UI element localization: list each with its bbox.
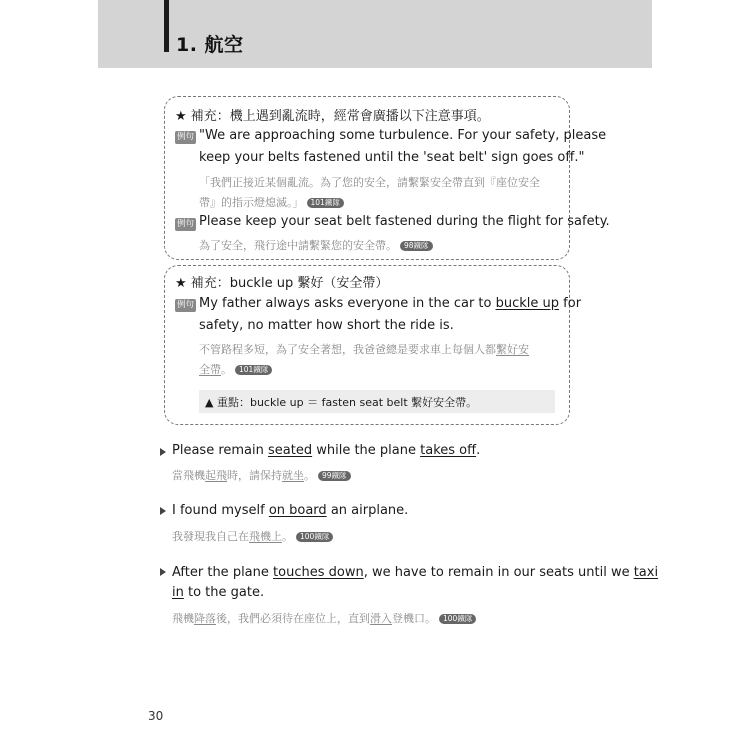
example-translation-line: 全帶。 101鐵隊 xyxy=(199,361,272,377)
vocab-sentence: I found myself on board an airplane. xyxy=(172,503,409,518)
underlined-phrase: touches down xyxy=(273,565,364,580)
vocab-translation: 飛機降落後，我們必須待在座位上，直到滑入登機口。 100鐵隊 xyxy=(172,610,476,626)
example-sentence-line: safety, no matter how short the ride is. xyxy=(199,318,454,333)
vocab-translation: 當飛機起飛時，請保持就坐。 99鐵隊 xyxy=(172,467,351,483)
bullet-arrow-icon xyxy=(160,448,166,456)
box-heading: ★ 補充：機上遇到亂流時，經常會廣播以下注意事項。 xyxy=(175,109,490,124)
header-accent-bar xyxy=(164,0,169,52)
page-number: 30 xyxy=(148,709,164,723)
example-tag: 例句 xyxy=(176,219,194,229)
example-sentence-line: "We are approaching some turbulence. For your safety, please xyxy=(199,128,607,143)
underlined-phrase: 全帶 xyxy=(199,363,221,376)
exam-source-badge: 99鐵隊 xyxy=(318,471,351,481)
section-title: 1. 航空 xyxy=(176,34,244,56)
supplement-box-buckle-up xyxy=(164,265,582,425)
key-point-label: 重點： xyxy=(216,396,250,409)
warning-icon: ▲ xyxy=(205,396,214,409)
vocab-sentence: in to the gate. xyxy=(172,585,265,600)
vocab-sentence: After the plane touches down, we have to remain in our seats until we taxi xyxy=(172,565,659,580)
exam-source-badge: 101鐵隊 xyxy=(235,365,272,375)
underlined-phrase: seated xyxy=(268,443,313,458)
exam-source-badge: 101鐵隊 xyxy=(307,198,344,208)
vocab-sentence: Please remain seated while the plane takes off. xyxy=(172,443,481,458)
example-translation-line: 帶』的指示燈熄滅。」 101鐵隊 xyxy=(199,194,344,210)
example-tag: 例句 xyxy=(176,132,194,142)
underlined-phrase: 起飛 xyxy=(205,469,227,482)
underlined-phrase: 降落 xyxy=(194,612,216,625)
key-phrase: buckle up 繫好（安全帶） xyxy=(229,276,389,291)
key-point-note xyxy=(199,390,555,413)
example-sentence-line: keep your belts fastened until the 'seat belt' sign goes off." xyxy=(199,150,585,165)
key-point-text: buckle up ＝ fasten seat belt 繫好安全帶。 xyxy=(249,396,478,409)
example-tag: 例句 xyxy=(176,300,194,310)
section-header xyxy=(98,0,652,68)
exam-source-badge: 100鐵隊 xyxy=(439,614,476,624)
exam-source-badge: 100鐵隊 xyxy=(296,532,333,542)
underlined-phrase: 飛機上 xyxy=(249,530,282,543)
underlined-phrase: 繫好安 xyxy=(496,343,529,356)
supplement-box-turbulence xyxy=(164,96,610,260)
bullet-arrow-icon xyxy=(160,568,166,576)
vocab-translation: 我發現我自己在飛機上。 100鐵隊 xyxy=(172,528,333,544)
example-translation-line: 為了安全，飛行途中請繫緊您的安全帶。 98鐵隊 xyxy=(199,237,433,253)
underlined-phrase: 滑入 xyxy=(370,612,392,625)
box-heading: ★ 補充：buckle up 繫好（安全帶） xyxy=(175,276,389,291)
bullet-arrow-icon xyxy=(160,507,166,515)
example-translation-line: 不管路程多短，為了安全著想，我爸爸總是要求車上每個人都繫好安 xyxy=(199,343,529,356)
underlined-phrase: 就坐 xyxy=(282,469,304,482)
exam-source-badge: 98鐵隊 xyxy=(400,241,433,251)
underlined-phrase: takes off xyxy=(420,443,477,458)
underlined-phrase: buckle up xyxy=(495,296,560,311)
underlined-phrase: on board xyxy=(268,503,327,518)
underlined-phrase: taxi xyxy=(633,565,659,580)
example-sentence-line: Please keep your seat belt fastened during the flight for safety. xyxy=(199,214,610,229)
underlined-phrase: in xyxy=(172,585,184,600)
example-sentence-line: My father always asks everyone in the car to buckle up for xyxy=(199,296,582,311)
example-translation-line: 「我們正接近某個亂流。為了您的安全，請繫緊安全帶直到『座位安全 xyxy=(199,176,540,189)
